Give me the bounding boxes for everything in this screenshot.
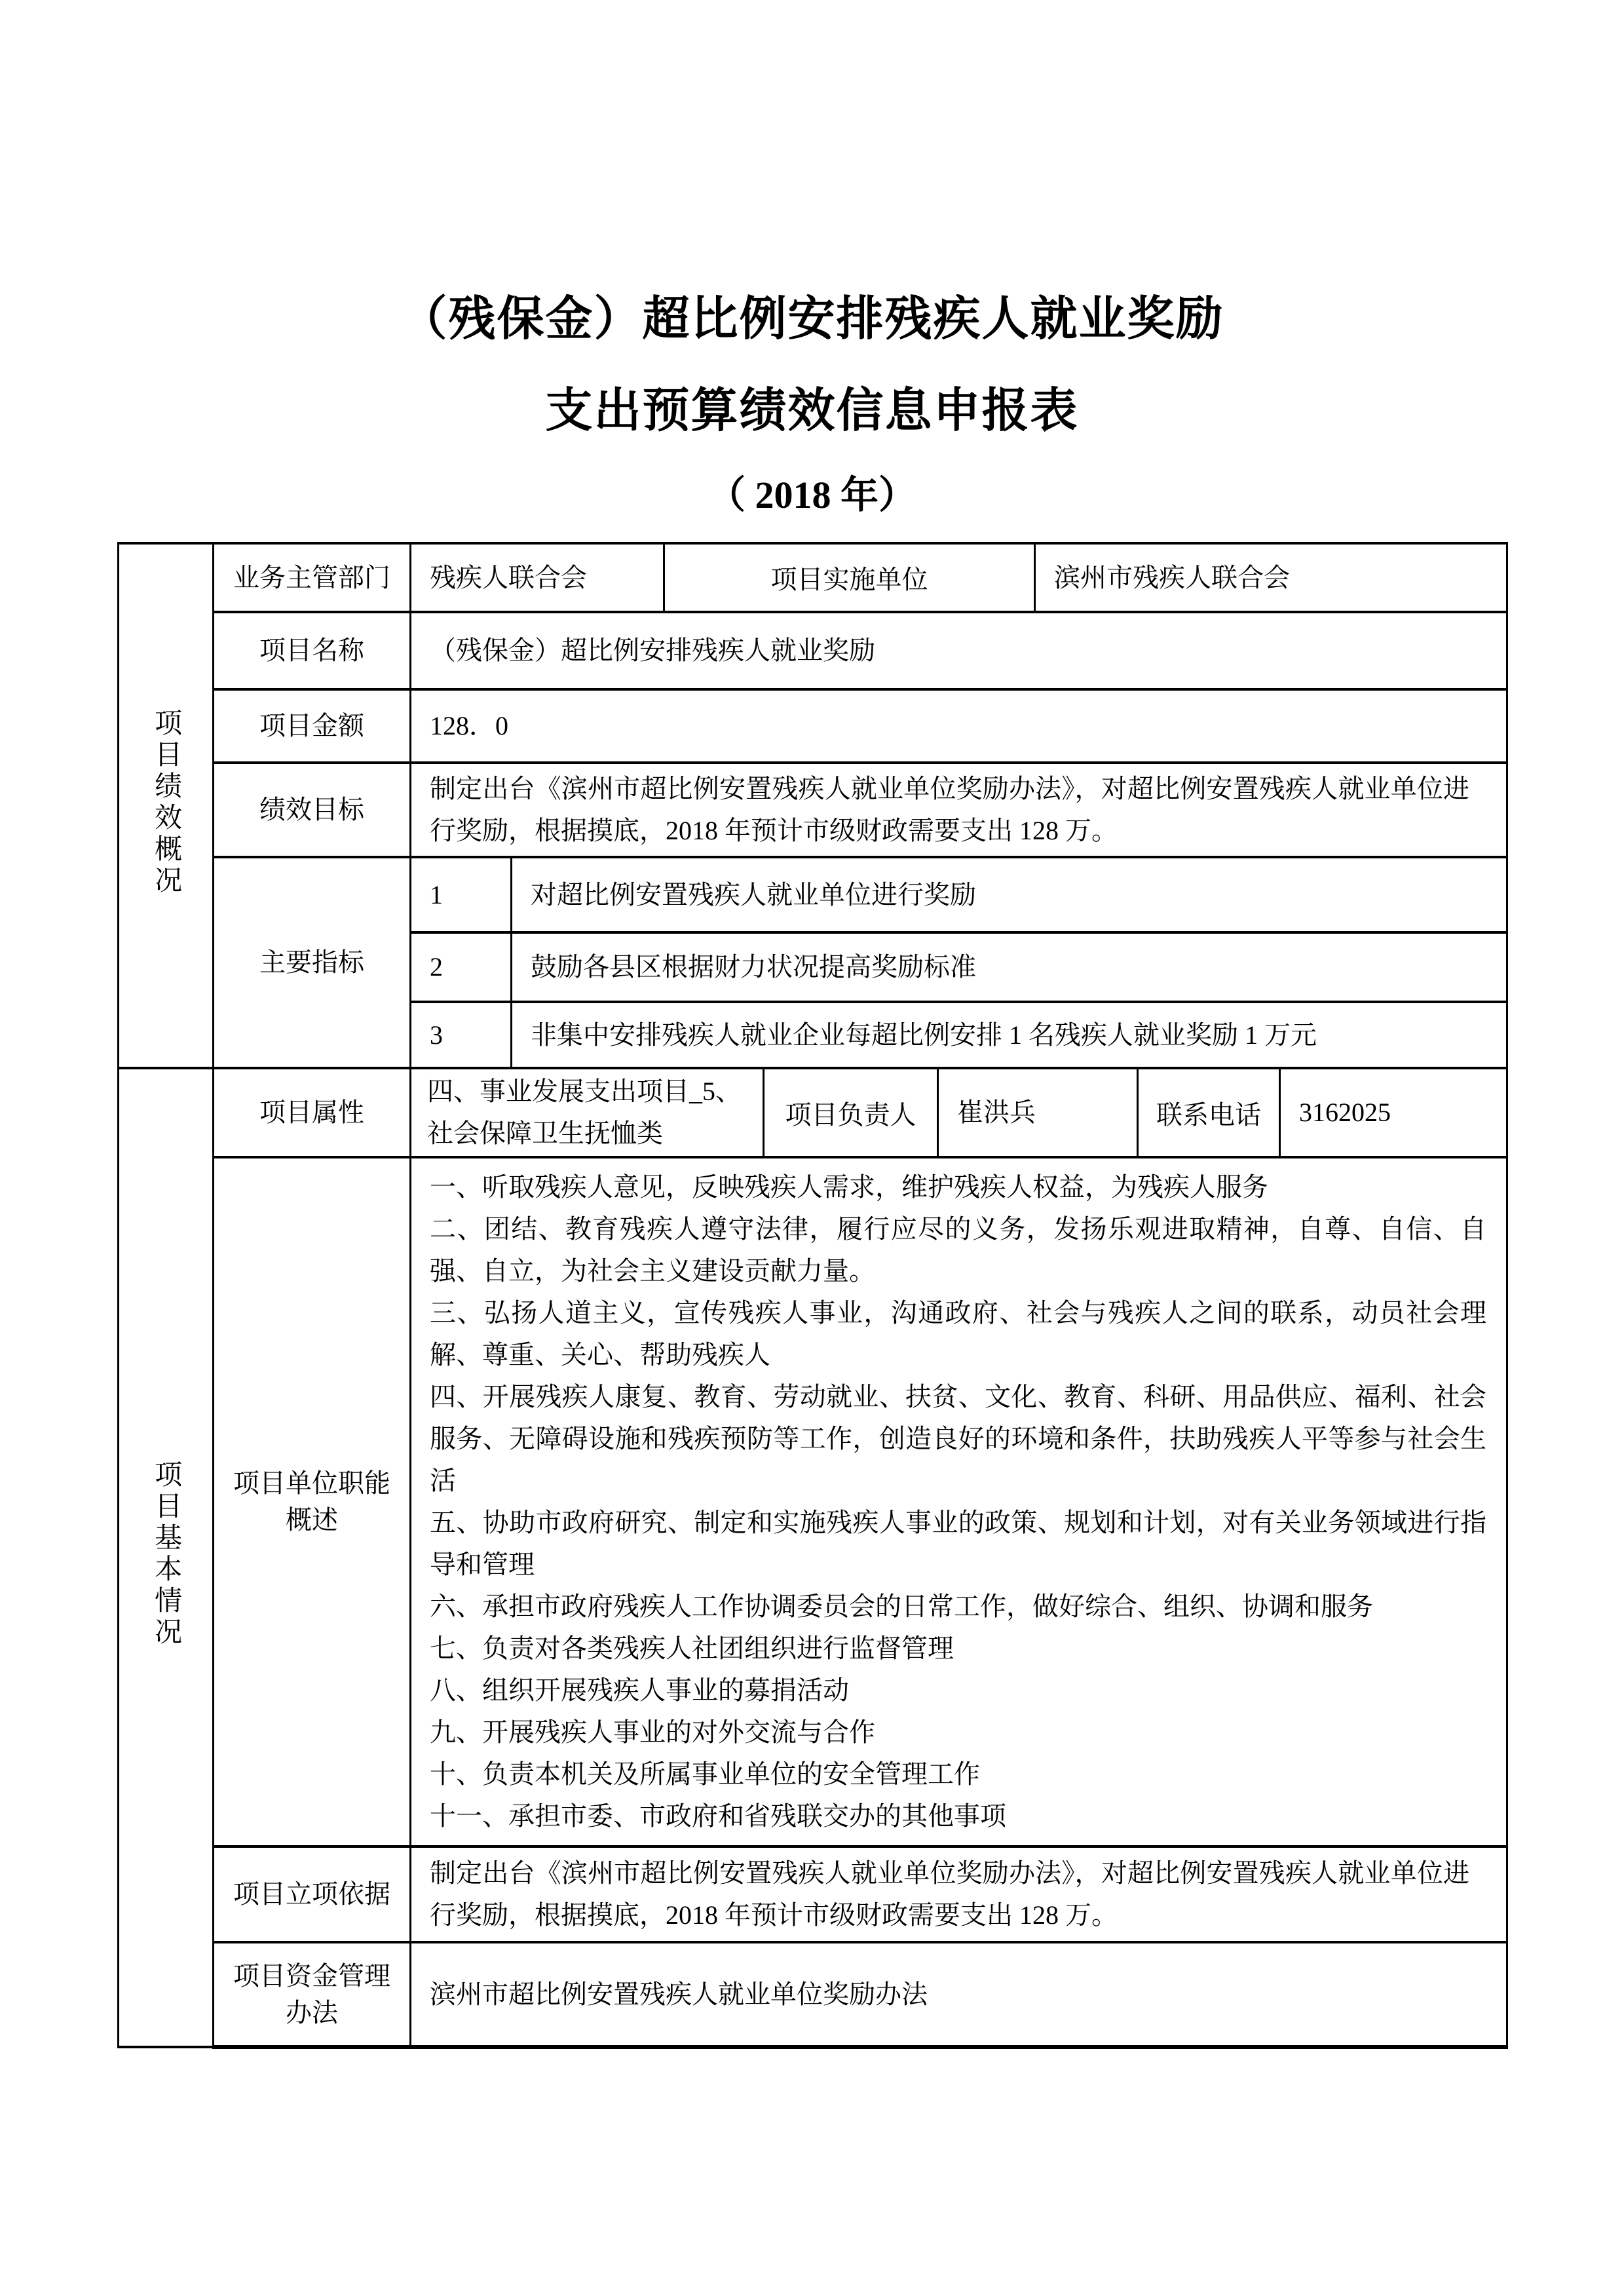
- dept-label: 业务主管部门: [214, 543, 411, 612]
- project-name-value: （残保金）超比例安排残疾人就业奖励: [411, 612, 1507, 689]
- manager-label: 项目负责人: [764, 1068, 938, 1157]
- section-basic-label: 项目基本情况: [151, 1460, 181, 1649]
- dept-value: 残疾人联合会: [411, 543, 664, 612]
- fund-value: 滨州市超比例安置残疾人就业单位奖励办法: [411, 1942, 1507, 2047]
- impl-label: 项目实施单位: [664, 543, 1035, 612]
- duty-item: 四、开展残疾人康复、教育、劳动就业、扶贫、文化、教育、科研、用品供应、福利、社会服务、无障碍设施和残疾预防等工作，创造良好的环境和条件，扶助残疾人平等参与社会生活: [430, 1382, 1487, 1495]
- impl-value: 滨州市残疾人联合会: [1035, 543, 1507, 612]
- manager-value: 崔洪兵: [938, 1068, 1138, 1157]
- indicator-2-no: 2: [411, 932, 512, 1002]
- attr-label: 项目属性: [214, 1068, 411, 1157]
- duty-value: [411, 1157, 1507, 1846]
- declaration-table: [117, 542, 1508, 2049]
- amount-value: 128．0: [411, 689, 1507, 763]
- section-basic-cell: [119, 1068, 214, 2047]
- project-name-label: 项目名称: [214, 612, 411, 689]
- basis-value: 制定出台《滨州市超比例安置残疾人就业单位奖励办法》，对超比例安置残疾人就业单位进行奖励，根据摸底，2018 年预计市级财政需要支出 128 万。: [411, 1846, 1507, 1942]
- title-year: （ 2018 年）: [707, 474, 916, 516]
- duty-item: 五、协助市政府研究、制定和实施残疾人事业的政策、规划和计划，对有关业务领域进行指导和管理: [430, 1508, 1487, 1579]
- duty-item: 二、团结、教育残疾人遵守法律，履行应尽的义务，发扬乐观进取精神，自尊、自信、自强、自立，为社会主义建设贡献力量。: [430, 1214, 1487, 1286]
- goal-value: 制定出台《滨州市超比例安置残疾人就业单位奖励办法》，对超比例安置残疾人就业单位进行奖励，根据摸底，2018 年预计市级财政需要支出 128 万。: [411, 763, 1507, 857]
- indicator-1-no: 1: [411, 857, 512, 932]
- duty-label: 项目单位职能概述: [214, 1157, 411, 1846]
- duty-item: 七、负责对各类残疾人社团组织进行监督管理: [430, 1634, 954, 1663]
- indicator-2-text: 鼓励各县区根据财力状况提高奖励标准: [512, 932, 1507, 1002]
- document-title: [0, 273, 1624, 457]
- goal-label: 绩效目标: [214, 763, 411, 857]
- phone-label: 联系电话: [1138, 1068, 1280, 1157]
- duty-item: 十、负责本机关及所属事业单位的安全管理工作: [430, 1759, 980, 1789]
- indicator-3-text: 非集中安排残疾人就业企业每超比例安排 1 名残疾人就业奖励 1 万元: [512, 1002, 1507, 1068]
- duty-item: 三、弘扬人道主义，宣传残疾人事业，沟通政府、社会与残疾人之间的联系，动员社会理解、尊重、关心、帮助残疾人: [430, 1298, 1487, 1369]
- section-overview-cell: [119, 543, 214, 1068]
- title-line-2: 支出预算绩效信息申报表: [545, 385, 1079, 437]
- fund-label: 项目资金管理办法: [214, 1942, 411, 2047]
- duty-item: 六、承担市政府残疾人工作协调委员会的日常工作，做好综合、组织、协调和服务: [430, 1592, 1373, 1621]
- title-line-1: （残保金）超比例安排残疾人就业奖励: [400, 293, 1224, 345]
- indicator-3-no: 3: [411, 1002, 512, 1068]
- basis-label: 项目立项依据: [214, 1846, 411, 1942]
- indicator-1-text: 对超比例安置残疾人就业单位进行奖励: [512, 857, 1507, 932]
- attr-value: 四、事业发展支出项目_5、社会保障卫生抚恤类: [411, 1068, 764, 1157]
- duty-item: 八、组织开展残疾人事业的募捐活动: [430, 1675, 849, 1705]
- amount-label: 项目金额: [214, 689, 411, 763]
- duty-item: 九、开展残疾人事业的对外交流与合作: [430, 1717, 875, 1747]
- indicators-label: 主要指标: [214, 857, 411, 1068]
- phone-value: 3162025: [1280, 1068, 1507, 1157]
- section-overview-label: 项目绩效概况: [151, 708, 181, 897]
- duty-item: 一、听取残疾人意见，反映残疾人需求，维护残疾人权益，为残疾人服务: [430, 1172, 1268, 1202]
- duty-item: 十一、承担市委、市政府和省残联交办的其他事项: [430, 1801, 1006, 1831]
